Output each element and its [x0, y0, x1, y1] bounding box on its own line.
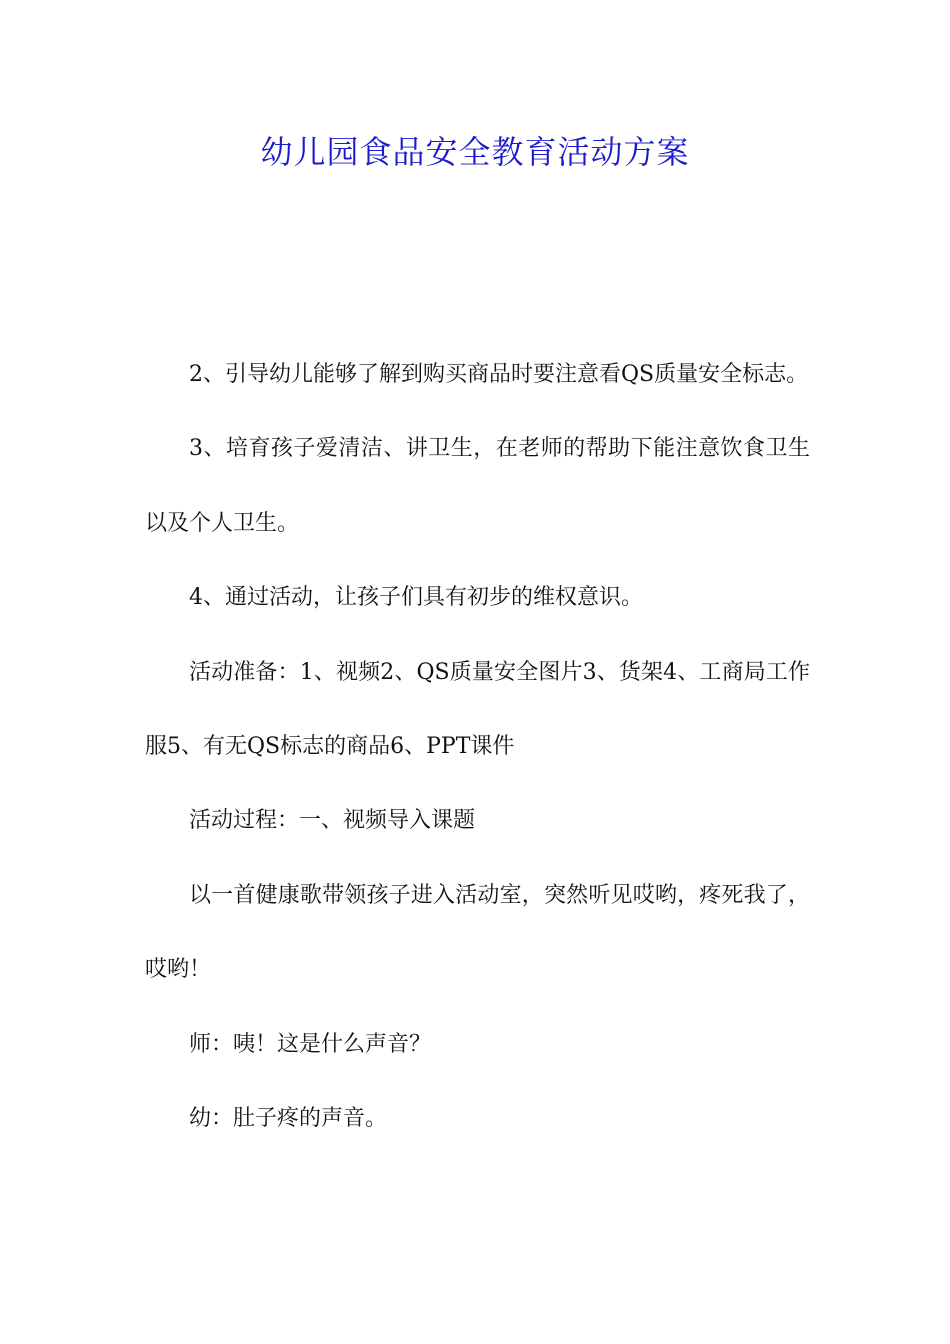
document-title: 幼儿园食品安全教育活动方案	[260, 133, 690, 171]
paragraph-process-heading: 活动过程：一、视频导入课题	[189, 808, 476, 834]
paragraph-goal-2: 2、引导幼儿能够了解到购买商品时要注意看QS质量安全标志。	[189, 362, 809, 387]
paragraph-goal-3: 3、培育孩子爱清洁、讲卫生，在老师的帮助下能注意饮食卫生以及个人卫生。	[145, 436, 810, 536]
paragraph-preparation: 活动准备：1、视频2、QS质量安全图片3、货架4、工商局工作服5、有无QS标志的商品6、PPT课件	[145, 659, 810, 760]
paragraph-intro-song: 以一首健康歌带领孩子进入活动室，突然听见哎哟，疼死我了，哎哟！	[145, 882, 810, 983]
paragraph-child-answer: 幼：肚子疼的声音。	[189, 1106, 388, 1132]
document-body	[145, 338, 810, 1156]
paragraph-teacher-question: 师：咦！这是什么声音？	[189, 1031, 432, 1057]
paragraph-goal-4: 4、通过活动，让孩子们具有初步的维权意识。	[189, 585, 643, 611]
